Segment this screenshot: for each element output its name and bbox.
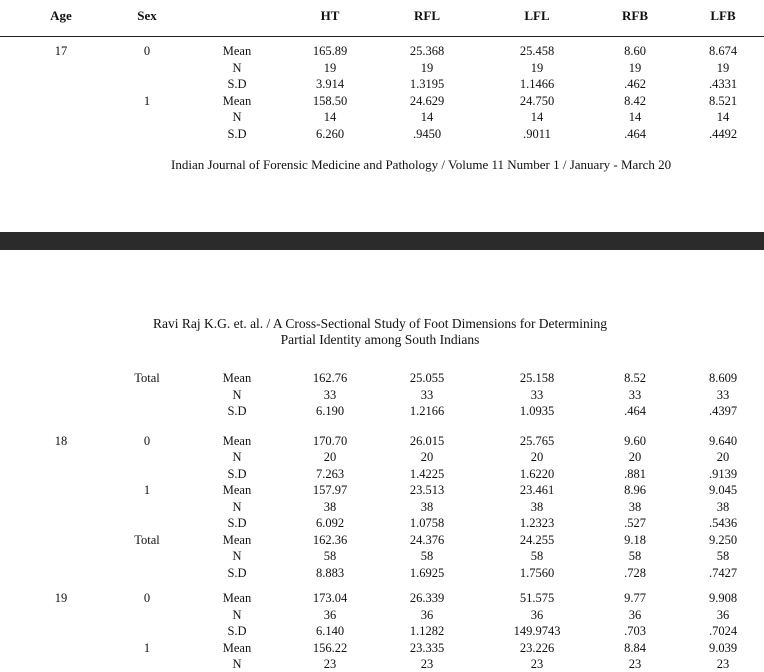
value-cell: .462 xyxy=(624,77,646,91)
value-cell: 9.250 xyxy=(708,532,738,547)
value-cell: .4331 xyxy=(708,77,738,91)
stat-label-cell: Mean xyxy=(222,483,252,497)
sex-cell: 0 xyxy=(143,433,151,448)
value-cell: 149.9743 xyxy=(513,624,561,638)
value-cell: 9.77 xyxy=(624,591,646,605)
running-header-line1: Ravi Raj K.G. et. al. / A Cross-Sectional Study of Foot Dimensions for Determining xyxy=(152,316,608,331)
value-cell: 1.2323 xyxy=(519,516,555,530)
stat-label-cell: S.D xyxy=(227,466,247,481)
value-cell: .4492 xyxy=(708,126,738,141)
value-cell: .9011 xyxy=(523,126,551,141)
stat-label-cell: Mean xyxy=(222,371,252,385)
value-cell: 24.750 xyxy=(519,93,555,108)
value-cell: 162.36 xyxy=(312,532,348,547)
sex-cell: 1 xyxy=(143,640,151,655)
stat-label-cell: S.D xyxy=(227,565,247,580)
value-cell: 9.039 xyxy=(708,640,738,655)
page-break-band xyxy=(0,232,764,250)
value-cell: 173.04 xyxy=(312,591,348,605)
value-cell: 24.629 xyxy=(409,93,445,108)
value-cell: 170.70 xyxy=(312,433,348,448)
value-cell: 157.97 xyxy=(312,483,348,497)
value-cell: 26.339 xyxy=(409,591,445,605)
value-cell: .5436 xyxy=(708,516,738,530)
value-cell: 33 xyxy=(530,387,544,402)
age-cell: 18 xyxy=(54,433,68,448)
value-cell: 36 xyxy=(530,607,544,622)
value-cell: .464 xyxy=(624,126,646,141)
value-cell: 19 xyxy=(628,60,642,75)
value-cell: 51.575 xyxy=(519,591,555,605)
stat-label-cell: Mean xyxy=(222,433,252,448)
value-cell: 24.376 xyxy=(409,532,445,547)
stat-label-cell: Mean xyxy=(222,93,252,108)
running-header-line2: Partial Identity among South Indians xyxy=(280,332,480,347)
value-cell: 33 xyxy=(628,387,642,402)
value-cell: 9.18 xyxy=(624,532,646,547)
column-header-age: Age xyxy=(50,8,72,23)
value-cell: 58 xyxy=(530,549,544,563)
value-cell: 20 xyxy=(420,450,434,464)
value-cell: 23 xyxy=(323,657,337,671)
column-header-sex: Sex xyxy=(137,8,157,23)
value-cell: 23 xyxy=(530,657,544,671)
value-cell: 20 xyxy=(323,450,337,464)
value-cell: 58 xyxy=(628,549,642,563)
value-cell: 8.674 xyxy=(708,44,738,58)
value-cell: 20 xyxy=(628,450,642,464)
sex-cell: Total xyxy=(134,371,160,385)
value-cell: 6.260 xyxy=(315,126,345,141)
value-cell: .728 xyxy=(624,565,646,580)
stat-label-cell: N xyxy=(232,549,242,563)
value-cell: 9.045 xyxy=(708,483,738,497)
value-cell: 25.158 xyxy=(519,371,555,385)
value-cell: 19 xyxy=(716,60,730,75)
value-cell: 38 xyxy=(628,499,642,514)
value-cell: 33 xyxy=(420,387,434,402)
value-cell: 14 xyxy=(628,110,642,124)
value-cell: 8.521 xyxy=(708,93,738,108)
value-cell: 1.3195 xyxy=(409,77,445,91)
value-cell: 1.1282 xyxy=(409,624,445,638)
stat-label-cell: Mean xyxy=(222,640,252,655)
value-cell: 8.60 xyxy=(624,44,646,58)
value-cell: 8.42 xyxy=(624,93,646,108)
value-cell: 6.140 xyxy=(315,624,345,638)
value-cell: 158.50 xyxy=(312,93,348,108)
value-cell: 33 xyxy=(716,387,730,402)
value-cell: .703 xyxy=(624,624,646,638)
value-cell: 58 xyxy=(420,549,434,563)
sex-cell: 1 xyxy=(143,93,151,108)
value-cell: 14 xyxy=(716,110,730,124)
value-cell: 23.461 xyxy=(519,483,555,497)
sex-cell: 1 xyxy=(143,483,151,497)
value-cell: .7427 xyxy=(708,565,738,580)
value-cell: 20 xyxy=(716,450,730,464)
value-cell: 6.092 xyxy=(315,516,345,530)
value-cell: 25.458 xyxy=(519,44,555,58)
value-cell: 1.6925 xyxy=(409,565,445,580)
value-cell: 6.190 xyxy=(315,404,345,418)
value-cell: 165.89 xyxy=(312,44,348,58)
value-cell: 7.263 xyxy=(315,466,345,481)
value-cell: .464 xyxy=(624,404,646,418)
column-header-ht: HT xyxy=(320,8,340,23)
value-cell: 23 xyxy=(716,657,730,671)
value-cell: 38 xyxy=(716,499,730,514)
value-cell: 38 xyxy=(323,499,337,514)
value-cell: 1.7560 xyxy=(519,565,555,580)
value-cell: 1.0758 xyxy=(409,516,445,530)
value-cell: 3.914 xyxy=(315,77,345,91)
value-cell: 26.015 xyxy=(409,433,445,448)
value-cell: 156.22 xyxy=(312,640,348,655)
value-cell: 38 xyxy=(530,499,544,514)
stat-label-cell: S.D xyxy=(227,516,247,530)
value-cell: 23.513 xyxy=(409,483,445,497)
stat-label-cell: S.D xyxy=(227,77,247,91)
sex-cell: 0 xyxy=(143,591,151,605)
header-rule xyxy=(0,36,764,37)
column-header-rfl: RFL xyxy=(414,8,440,23)
sex-cell: Total xyxy=(134,532,160,547)
stat-label-cell: N xyxy=(232,657,242,671)
value-cell: 36 xyxy=(716,607,730,622)
value-cell: 24.255 xyxy=(519,532,555,547)
stat-label-cell: Mean xyxy=(222,591,252,605)
value-cell: 9.640 xyxy=(708,433,738,448)
value-cell: 25.055 xyxy=(409,371,445,385)
value-cell: 58 xyxy=(716,549,730,563)
age-cell: 17 xyxy=(54,44,68,58)
value-cell: 1.6220 xyxy=(519,466,555,481)
value-cell: .7024 xyxy=(708,624,738,638)
stat-label-cell: N xyxy=(232,387,242,402)
stat-label-cell: N xyxy=(232,607,242,622)
stat-label-cell: Mean xyxy=(222,44,252,58)
value-cell: 1.2166 xyxy=(409,404,445,418)
age-cell: 19 xyxy=(54,591,68,605)
value-cell: 23.226 xyxy=(519,640,555,655)
value-cell: 8.96 xyxy=(624,483,646,497)
value-cell: 14 xyxy=(420,110,434,124)
sex-cell: 0 xyxy=(143,44,151,58)
stat-label-cell: S.D xyxy=(227,404,247,418)
column-header-lfb: LFB xyxy=(710,8,736,23)
value-cell: 38 xyxy=(420,499,434,514)
value-cell: 36 xyxy=(323,607,337,622)
value-cell: .4397 xyxy=(708,404,738,418)
value-cell: 8.883 xyxy=(315,565,345,580)
journal-footer: Indian Journal of Forensic Medicine and Pathology / Volume 11 Number 1 / January - March 20 xyxy=(171,157,672,172)
value-cell: 9.908 xyxy=(708,591,738,605)
value-cell: 162.76 xyxy=(312,371,348,385)
value-cell: 23.335 xyxy=(409,640,445,655)
value-cell: .881 xyxy=(624,466,646,481)
value-cell: 9.60 xyxy=(624,433,646,448)
value-cell: 19 xyxy=(420,60,434,75)
value-cell: 19 xyxy=(530,60,544,75)
value-cell: 36 xyxy=(420,607,434,622)
value-cell: 23 xyxy=(628,657,642,671)
stat-label-cell: Mean xyxy=(222,532,252,547)
stat-label-cell: S.D xyxy=(227,126,247,141)
stat-label-cell: S.D xyxy=(227,624,247,638)
value-cell: .527 xyxy=(624,516,646,530)
column-header-lfl: LFL xyxy=(524,8,550,23)
value-cell: 8.52 xyxy=(624,371,646,385)
stat-label-cell: N xyxy=(232,499,242,514)
value-cell: .9450 xyxy=(412,126,442,141)
value-cell: 14 xyxy=(323,110,337,124)
value-cell: 19 xyxy=(323,60,337,75)
value-cell: 20 xyxy=(530,450,544,464)
value-cell: 33 xyxy=(323,387,337,402)
value-cell: 23 xyxy=(420,657,434,671)
column-header-rfb: RFB xyxy=(622,8,648,23)
stat-label-cell: N xyxy=(232,110,242,124)
value-cell: 36 xyxy=(628,607,642,622)
value-cell: 1.4225 xyxy=(409,466,445,481)
value-cell: 1.1466 xyxy=(519,77,555,91)
value-cell: .9139 xyxy=(708,466,738,481)
value-cell: 1.0935 xyxy=(519,404,555,418)
value-cell: 25.368 xyxy=(409,44,445,58)
value-cell: 14 xyxy=(530,110,544,124)
value-cell: 8.84 xyxy=(624,640,646,655)
stat-label-cell: N xyxy=(232,60,242,75)
stat-label-cell: N xyxy=(232,450,242,464)
value-cell: 25.765 xyxy=(519,433,555,448)
value-cell: 58 xyxy=(323,549,337,563)
value-cell: 8.609 xyxy=(708,371,738,385)
